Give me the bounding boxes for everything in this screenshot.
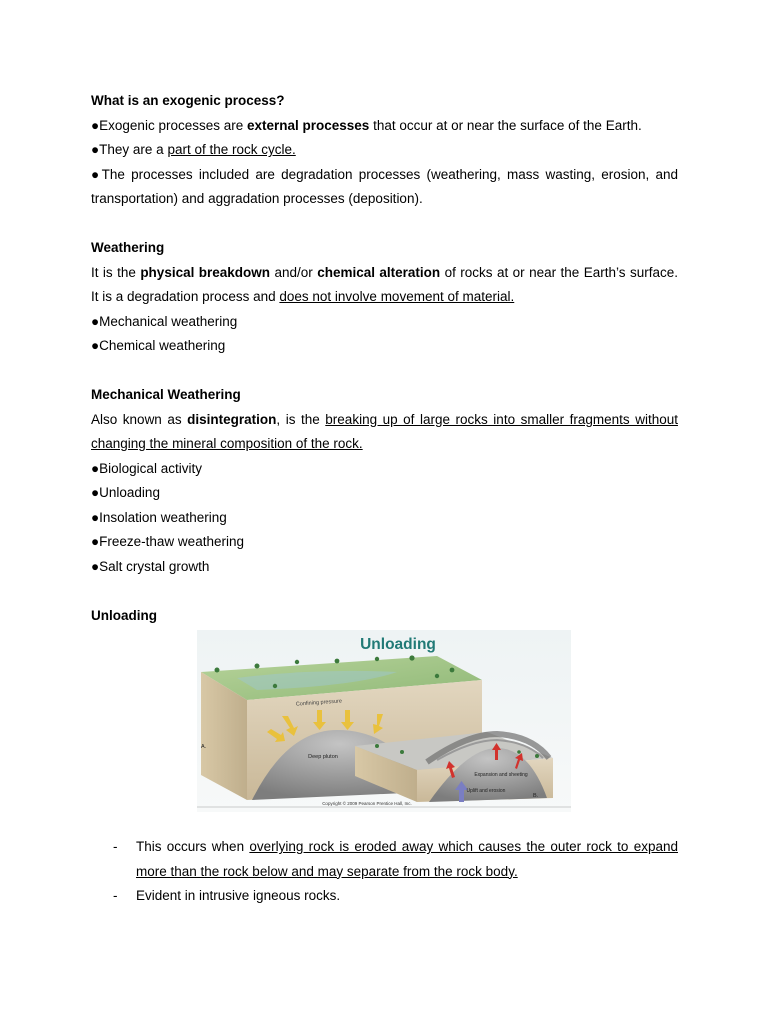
weathering-definition: It is the physical breakdown and/or chemical alteration of rocks at or near the Earth’s surface. It is a degradation process and does not involve movement of material. bbox=[91, 264, 678, 304]
bullet-insolation: ●Insolation weathering bbox=[91, 509, 227, 525]
confining-label: Confining pressure bbox=[295, 698, 343, 708]
bullet-external: ●Exogenic processes are external processes that occur at or near the surface of the Earth. bbox=[91, 117, 642, 133]
figure-copyright: Copyright © 2009 Pearson Prentice Hall, Inc. bbox=[322, 801, 412, 806]
note-intrusive: - Evident in intrusive igneous rocks. bbox=[113, 888, 341, 903]
mechanical-definition: Also known as disintegration, is the breaking up of large rocks into smaller fragments without changing the mineral composition of the rock. bbox=[91, 411, 678, 451]
unloading-notes bbox=[91, 835, 678, 909]
bullet-processes: ●The processes included are degradation processes (weathering, mass wasting, erosion, and transportation) and aggradation processes (deposition). bbox=[91, 166, 678, 206]
unloading-diagram bbox=[197, 630, 571, 812]
expansion-label: Expansion and sheeting bbox=[474, 772, 528, 778]
heading-exogenic: What is an exogenic process? bbox=[91, 93, 285, 108]
bullet-biological: ●Biological activity bbox=[91, 460, 202, 476]
label-a: A. bbox=[201, 744, 207, 750]
uplift-label: Uplift and erosion bbox=[466, 788, 506, 794]
note-overlying-rock: - This occurs when overlying rock is eroded away which causes the outer rock to expand more than the rock below and may separate from the rock body. bbox=[113, 839, 678, 879]
heading-mechanical-weathering: Mechanical Weathering bbox=[91, 387, 241, 402]
bullet-salt-crystal: ●Salt crystal growth bbox=[91, 558, 210, 574]
bullet-chemical-weathering: ●Chemical weathering bbox=[91, 338, 226, 353]
bullet-rock-cycle: ●They are a part of the rock cycle. bbox=[91, 142, 296, 157]
bullet-freeze-thaw: ●Freeze-thaw weathering bbox=[91, 534, 244, 549]
figure-title: Unloading bbox=[360, 636, 436, 653]
label-b: B. bbox=[533, 793, 539, 799]
document-content bbox=[91, 89, 678, 909]
heading-unloading: Unloading bbox=[91, 607, 157, 623]
bullet-mechanical-weathering: ●Mechanical weathering bbox=[91, 313, 238, 329]
heading-weathering: Weathering bbox=[91, 240, 165, 255]
bullet-unloading: ●Unloading bbox=[91, 485, 160, 500]
pluton-label: Deep pluton bbox=[308, 754, 338, 760]
